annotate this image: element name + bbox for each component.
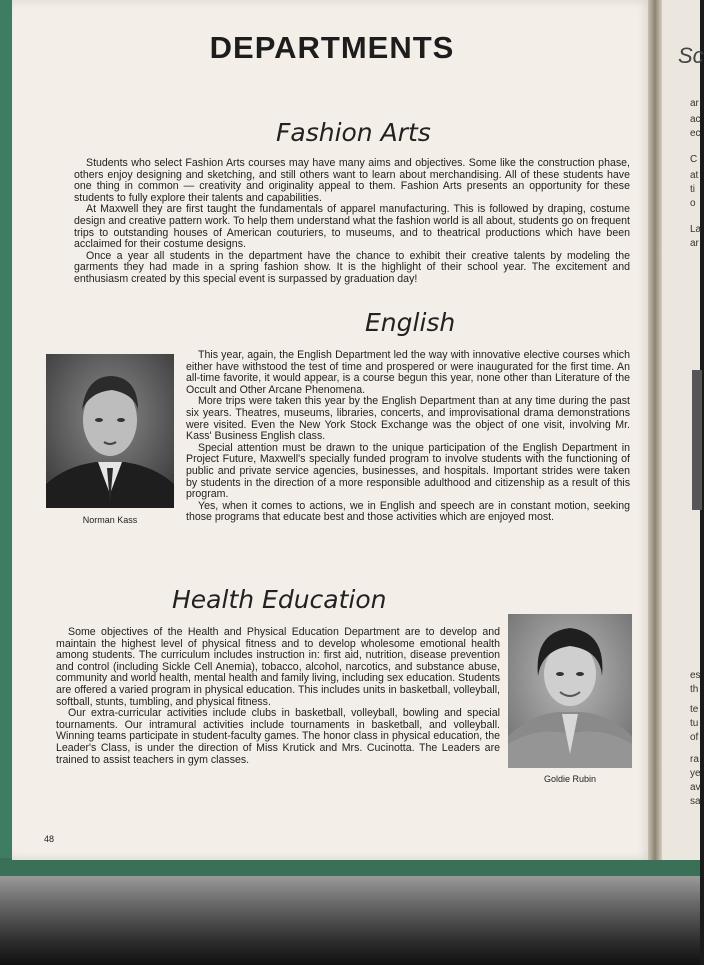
paragraph: Special attention must be drawn to the unique participation of the English Department in Project Future, Maxwell's specially funded program to involve students with the functioning of public and private service agencies, businesses, and hospitals. Important strides were taken by students in the direction of a more responsible adulthood and citizenship as a result of this program. <box>186 441 630 501</box>
facing-line: o <box>690 198 696 209</box>
paragraph: At Maxwell they are first taught the fundamentals of apparel manufacturing. This is followed by draping, costume design and creative pattern work. To help them understand what the fashion world is all about, students go on frequent trips to outstanding houses of American couturiers, to museums, and to theatrical productions which have been acclaimed for their costume designs. <box>74 203 630 251</box>
page-number: 48 <box>44 834 55 844</box>
facing-page-heading: Sc <box>678 43 704 68</box>
facing-line: ra <box>690 754 699 765</box>
background-shadow <box>0 876 700 965</box>
facing-line: ar <box>690 238 699 249</box>
facing-page <box>662 0 704 860</box>
book-gutter <box>648 0 662 860</box>
page-title: DEPARTMENTS <box>209 30 455 65</box>
paragraph: More trips were taken this year by the English Department than at any time during the past six years. Theatres, museums, libraries, concerts, and improvisational drama demonstrations were visited. Even the New York Stock Exchange was the object of one visit, involving Mr. Kass' Business English class. <box>186 395 630 443</box>
paragraph: Yes, when it comes to actions, we in English and speech are in constant motion, seeking those programs that educate best and those activities which are enjoyed most. <box>186 499 630 524</box>
norman-kass-caption: Norman Kass <box>82 515 138 525</box>
facing-line: at <box>690 170 699 181</box>
english-heading: English <box>365 308 456 337</box>
facing-line: es <box>690 670 701 681</box>
facing-line: ec <box>690 128 701 139</box>
fashion-arts-heading: Fashion Arts <box>276 118 431 147</box>
health-education-body <box>56 627 500 766</box>
health-education-heading: Health Education <box>172 585 387 614</box>
facing-photo <box>692 370 702 510</box>
norman-kass-photo <box>46 354 174 508</box>
goldie-rubin-photo <box>508 614 632 768</box>
facing-line: th <box>690 684 699 695</box>
fashion-arts-body <box>74 158 630 286</box>
paragraph: Some objectives of the Health and Physical Education Department are to develop and maintain the highest level of physical fitness and to develop wholesome emotional health among students. The curriculum includes instruction in: first aid, nutrition, disease prevention and control (including Sickle Cell Anemia), tobacco, alcohol, narcotics, and substance abuse, community and world health, mental health and family living, including sex education. Students are offered a varied program in physical education. This includes units in basketball, volleyball, softball, stunts, tumbling, and physical fitness. <box>56 626 500 708</box>
portrait-woman-icon <box>508 614 632 768</box>
facing-line: av <box>690 782 701 793</box>
facing-line: La <box>690 224 702 235</box>
book-cover-bottom <box>0 858 700 876</box>
paragraph: Our extra-curricular activities include clubs in basketball, volleyball, bowling and special tournaments. Our intramural activities include tournaments in basketball, and volleyball. Winning teams participate in student-faculty games. The honor class in physical education, the Leader's Class, is under the direction of Miss Krutick and Mrs. Cucinotta. The Leaders are trained to assist teachers in gym classes. <box>56 707 500 766</box>
facing-line: tu <box>690 718 699 729</box>
paragraph: Once a year all students in the department have the chance to exhibit their creative talents by modeling the garments they had made in a spring fashion show. It is the highlight of their school year. The excitement and enthusiasm created by this special event is surpassed by graduation day! <box>74 249 630 285</box>
facing-line: ye <box>690 768 701 779</box>
facing-line: sa <box>690 796 701 807</box>
portrait-man-icon <box>46 354 174 508</box>
facing-line: ar <box>690 98 699 109</box>
english-body <box>186 350 630 524</box>
paragraph: Students who select Fashion Arts courses may have many aims and objectives. Some like the construction phase, others enjoy designing and sketching, and still others want to learn about merchandising. All of these students have one thing in common — creativity and originality appeal to them. Fashion Arts presents an opportunity for these students to fully explore their talents and capabilities. <box>74 157 630 204</box>
facing-line: te <box>690 704 699 715</box>
facing-line: ac <box>690 114 701 125</box>
goldie-rubin-caption: Goldie Rubin <box>543 774 597 784</box>
facing-line: ti <box>690 184 695 195</box>
paragraph: This year, again, the English Department led the way with innovative elective courses which either have withstood the test of time and prospered or were inaugurated for the first time. An all-time favorite, it would appear, is a course begun this year, none other than Literature of the Occult and Other Arcane Phenomena. <box>186 349 630 396</box>
facing-line: of <box>690 732 699 743</box>
facing-line: C <box>690 154 698 165</box>
